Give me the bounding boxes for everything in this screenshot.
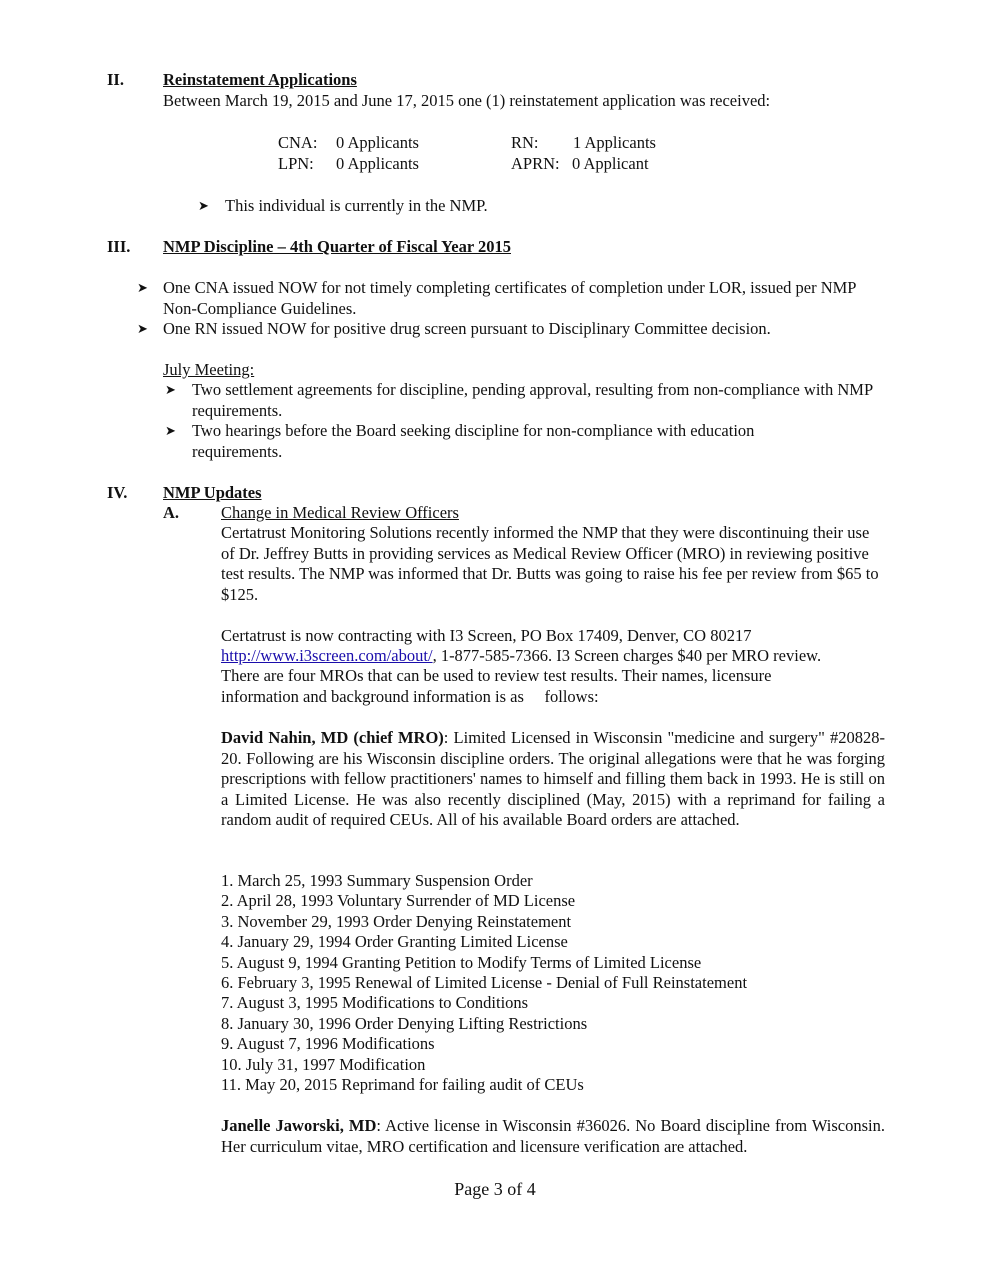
list-item: 2. April 28, 1993 Voluntary Surrender of MD License bbox=[221, 891, 576, 911]
page-number: Page 3 of 4 bbox=[454, 1179, 536, 1199]
count-lpn-label: LPN: bbox=[278, 154, 314, 173]
list-item: 4. January 29, 1994 Order Granting Limited License bbox=[221, 932, 568, 952]
list-item: 8. January 30, 1996 Order Denying Lifting Restrictions bbox=[221, 1013, 588, 1033]
section-2-note: This individual is currently in the NMP. bbox=[225, 196, 488, 215]
doctor-1-text: : Limited Licensed in Wisconsin "medicine and surgery" #20828-20. Following are his Wisconsin discipline orders. The original allegations were that he was forging prescriptions with fellow practitioners' names to himself and filling them back in 1993. He is still on a Limited License. He was also recently disciplined (May, 2015) with a reprimand for failing a random audit of required CEUs. All of his available Board orders are attached. bbox=[221, 728, 886, 829]
list-item: 6. February 3, 1995 Renewal of Limited License - Denial of Full Reinstatement bbox=[221, 972, 748, 992]
arrowhead-bullet-icon: ➤ bbox=[165, 383, 176, 398]
section-3-bullet-1: One CNA issued NOW for not timely completing certificates of completion under LOR, issued per NMP Non-Compliance Guidelines. bbox=[163, 278, 856, 318]
section-3-heading: NMP Discipline – 4th Quarter of Fiscal Year 2015 bbox=[163, 237, 511, 256]
arrowhead-bullet-icon: ➤ bbox=[198, 199, 209, 214]
count-aprn-value: 0 Applicant bbox=[572, 154, 649, 173]
mro-paragraph-2-line-1: Certatrust is now contracting with I3 Screen, PO Box 17409, Denver, CO 80217 bbox=[221, 626, 752, 645]
doctor-1-paragraph bbox=[221, 728, 885, 831]
mro-paragraph-2-line-3: There are four MROs that can be used to review test results. Their names, licensure bbox=[221, 666, 772, 685]
count-rn-label: RN: bbox=[511, 133, 539, 152]
count-lpn-value: 0 Applicants bbox=[336, 154, 419, 173]
meeting-bullet-1: Two settlement agreements for discipline, pending approval, resulting from non-compliance with NMP requirements. bbox=[192, 380, 873, 420]
meeting-bullet-2: Two hearings before the Board seeking discipline for non-compliance with education requirements. bbox=[192, 421, 755, 461]
mro-paragraph-2-line-2 bbox=[221, 646, 821, 667]
list-item: 10. July 31, 1997 Modification bbox=[221, 1054, 426, 1074]
july-meeting-label: July Meeting: bbox=[163, 360, 255, 379]
i3screen-contact: , 1-877-585-7366. I3 Screen charges $40 per MRO review. bbox=[432, 646, 822, 665]
list-item: 1. March 25, 1993 Summary Suspension Order bbox=[221, 871, 533, 890]
section-2-numeral: II. bbox=[107, 70, 124, 89]
list-item: 7. August 3, 1995 Modifications to Conditions bbox=[221, 993, 529, 1013]
doctor-2-paragraph bbox=[221, 1116, 885, 1157]
section-4-numeral: IV. bbox=[107, 483, 128, 502]
arrowhead-bullet-icon: ➤ bbox=[137, 281, 148, 296]
list-item: 3. November 29, 1993 Order Denying Reinstatement bbox=[221, 911, 572, 931]
count-aprn-label: APRN: bbox=[511, 154, 560, 173]
list-item: 11. May 20, 2015 Reprimand for failing audit of CEUs bbox=[221, 1074, 584, 1094]
section-4-heading: NMP Updates bbox=[163, 483, 262, 502]
doctor-1-name: David Nahin, MD (chief MRO) bbox=[221, 728, 444, 747]
i3screen-link[interactable]: http://www.i3screen.com/about/ bbox=[221, 646, 433, 665]
subsection-heading: Change in Medical Review Officers bbox=[221, 503, 459, 522]
count-cna-label: CNA: bbox=[278, 133, 318, 152]
section-3-bullet-2: One RN issued NOW for positive drug screen pursuant to Disciplinary Committee decision. bbox=[163, 319, 771, 338]
mro-paragraph-1: Certatrust Monitoring Solutions recently informed the NMP that they were discontinuing their use of Dr. Jeffrey Butts in providing services as Medical Review Officer (MRO) in reviewing positive test results. The NMP was informed that Dr. Butts was going to raise his fee per review from $65 to $125. bbox=[221, 523, 879, 604]
board-orders-list bbox=[221, 871, 747, 1095]
section-2-intro: Between March 19, 2015 and June 17, 2015 one (1) reinstatement application was received: bbox=[163, 91, 771, 110]
arrowhead-bullet-icon: ➤ bbox=[137, 322, 148, 337]
list-item: 9. August 7, 1996 Modifications bbox=[221, 1034, 435, 1054]
doctor-2-name: Janelle Jaworski, MD bbox=[221, 1116, 377, 1135]
count-rn-value: 1 Applicants bbox=[573, 133, 656, 152]
subsection-letter: A. bbox=[163, 503, 180, 522]
count-cna-value: 0 Applicants bbox=[336, 133, 419, 152]
arrowhead-bullet-icon: ➤ bbox=[165, 424, 176, 439]
list-item: 5. August 9, 1994 Granting Petition to Modify Terms of Limited License bbox=[221, 952, 702, 972]
section-2-heading: Reinstatement Applications bbox=[163, 70, 357, 89]
mro-paragraph-2-line-4: information and background information is as follows: bbox=[221, 687, 599, 706]
section-3-numeral: III. bbox=[107, 237, 131, 256]
doctor-2-text: : Active license in Wisconsin #36026. No Board discipline from Wisconsin. Her curriculum vitae, MRO certification and licensure verification are attached. bbox=[221, 1116, 885, 1156]
